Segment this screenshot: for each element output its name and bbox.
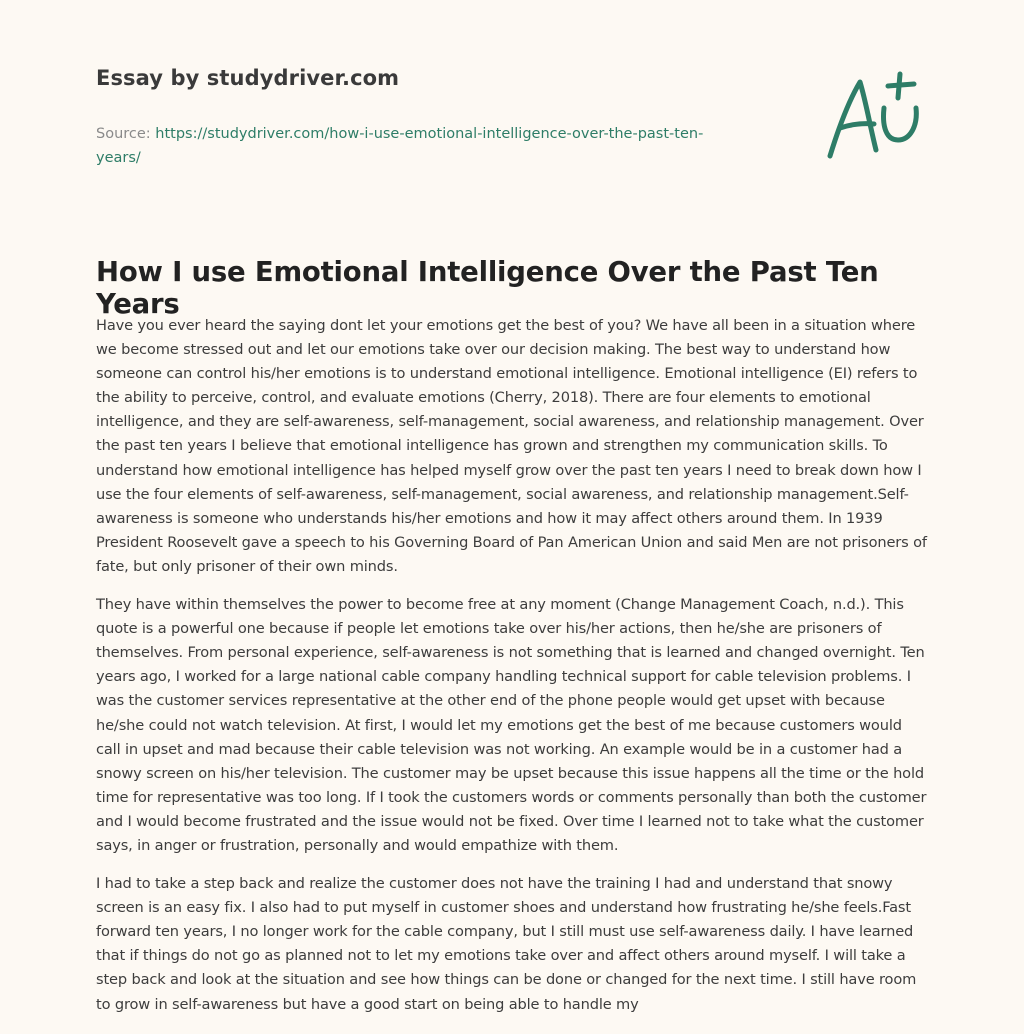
header	[96, 66, 736, 170]
site-title: Essay by studydriver.com	[96, 66, 400, 90]
logo-plus-horizontal	[888, 84, 914, 86]
essay-paragraph-3: I had to take a step back and realize the customer does not have the training I had and understand that snowy screen is an easy fix. I also had to put myself in customer shoes and understand how frustrating he/she feels.Fast forward ten years, I no longer work for the cable company, but I still must use self-awareness daily. I have learned that if things do not go as planned not to let my emotions take over and affect others around myself. I will take a step back and look at the situation and see how things can be done or changed for the next time. I still have room to grow in self-awareness but have a good start on being able to handle my	[96, 875, 917, 1013]
essay-title: How I use Emotional Intelligence Over the Past Ten Years	[96, 256, 879, 320]
logo-smile	[884, 108, 917, 140]
source-link[interactable]: https://studydriver.com/how-i-use-emotional-intelligence-over-the-past-ten-years/	[96, 126, 704, 166]
a-plus-logo	[818, 68, 928, 164]
source-line	[96, 122, 736, 170]
essay-body	[96, 314, 930, 1031]
logo-letter-a	[830, 82, 876, 156]
source-label: Source:	[96, 126, 151, 142]
essay-paragraph-1: Have you ever heard the saying dont let your emotions get the best of you? We have all been in a situation where we become stressed out and let our emotions take over our decision making. The best way to understand how someone can control his/her emotions is to understand emotional intelligence. Emotional intelligence (EI) refers to the ability to perceive, control, and evaluate emotions (Cherry, 2018). There are four elements to emotional intelligence, and they are self-awareness, self-management, social awareness, and relationship management. Over the past ten years I believe that emotional intelligence has grown and strengthen my communication skills. To understand how emotional intelligence has helped myself grow over the past ten years I need to break down how I use the four elements of self-awareness, self-management, social awareness, and relationship management.Self-awareness is someone who understands his/her emotions and how it may affect others around them. In 1939 President Roosevelt gave a speech to his Governing Board of Pan American Union and said Men are not prisoners of fate, but only prisoner of their own minds.	[96, 317, 927, 575]
essay-paragraph-2: They have within themselves the power to become free at any moment (Change Management Coach, n.d.). This quote is a powerful one because if people let emotions take over his/her actions, then he/she are prisoners of themselves. From personal experience, self-awareness is not something that is learned and changed overnight. Ten years ago, I worked for a large national cable company handling technical support for cable television problems. I was the customer services representative at the other end of the phone people would get upset with because he/she could not watch television. At first, I would let my emotions get the best of me because customers would call in upset and mad because their cable television was not working. An example would be in a customer had a snowy screen on his/her television. The customer may be upset because this issue happens all the time or the hold time for representative was too long. If I took the customers words or comments personally than both the customer and I would become frustrated and the issue would not be fixed. Over time I learned not to take what the customer says, in anger or frustration, personally and would empathize with them.	[96, 596, 927, 854]
